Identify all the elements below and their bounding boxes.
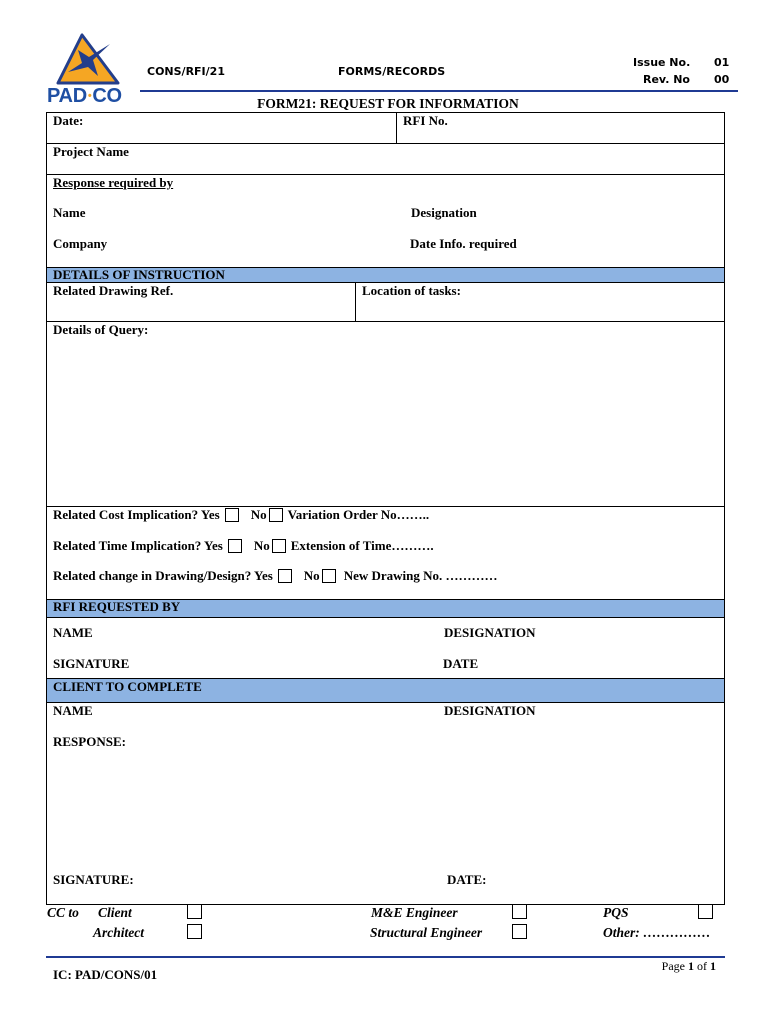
cc-me-engineer-label: M&E Engineer	[371, 905, 458, 920]
requested-by-name-label: NAME	[53, 625, 93, 640]
doc-code: CONS/RFI/21	[147, 65, 225, 78]
issue-label: Issue No.	[633, 56, 691, 69]
requested-by-designation-label: DESIGNATION	[444, 625, 536, 640]
client-designation-label: DESIGNATION	[444, 703, 536, 718]
client-date-label: DATE:	[447, 872, 487, 887]
cc-architect-checkbox[interactable]	[187, 924, 202, 939]
cc-client-label: Client	[98, 905, 132, 920]
cc-me-engineer-checkbox[interactable]	[512, 904, 527, 919]
time-implication-question: Related Time Implication? Yes	[53, 538, 223, 553]
time-implication-line	[53, 538, 434, 553]
form-title: FORM21: REQUEST FOR INFORMATION	[257, 96, 519, 111]
response-company-label: Company	[53, 236, 108, 251]
requested-by-date-label: DATE	[443, 656, 479, 671]
page-of-label: of	[697, 959, 707, 973]
rfi-no-label: RFI No.	[403, 113, 448, 128]
logo-wordmark-dot: •	[87, 90, 92, 102]
page-indicator	[662, 959, 716, 973]
response-date-info-label: Date Info. required	[410, 236, 517, 251]
table-row-divider	[46, 702, 725, 703]
section-heading-requested-by: RFI REQUESTED BY	[53, 599, 181, 614]
client-signature-label: SIGNATURE:	[53, 872, 134, 887]
footer-doc-ref: IC: PAD/CONS/01	[53, 967, 158, 982]
table-column-divider	[396, 112, 397, 143]
query-label: Details of Query:	[53, 322, 149, 337]
cc-pqs-checkbox[interactable]	[698, 904, 713, 919]
logo-wordmark-right: CO	[92, 85, 122, 107]
cc-structural-engineer-label: Structural Engineer	[370, 925, 483, 940]
cost-implication-question: Related Cost Implication? Yes	[53, 507, 220, 522]
client-name-label: NAME	[53, 703, 93, 718]
cc-architect-label: Architect	[93, 925, 144, 940]
table-row-divider	[46, 617, 725, 618]
cc-label: CC to	[47, 905, 79, 920]
drawing-change-line	[53, 568, 498, 583]
table-row-divider	[46, 143, 725, 144]
footer-rule	[46, 956, 725, 958]
drawing-ref-label: Related Drawing Ref.	[53, 283, 174, 298]
drawing-change-question: Related change in Drawing/Design? Yes	[53, 568, 273, 583]
doc-category: FORMS/RECORDS	[338, 65, 446, 78]
cc-other-label: Other: ……………	[603, 925, 711, 940]
variation-order-label: Variation Order No……..	[287, 507, 430, 522]
time-no-checkbox[interactable]	[272, 539, 286, 553]
logo-wordmark-left: PAD	[47, 85, 87, 107]
client-response-label: RESPONSE:	[53, 734, 126, 749]
section-heading-instruction: DETAILS OF INSTRUCTION	[53, 267, 225, 282]
cost-implication-line	[53, 507, 429, 522]
rev-label: Rev. No	[643, 73, 690, 86]
page-current: 1	[688, 959, 694, 973]
date-label: Date:	[53, 113, 84, 128]
issue-value: 01	[714, 56, 730, 69]
header-rule	[140, 90, 738, 92]
cc-structural-engineer-checkbox[interactable]	[512, 924, 527, 939]
response-name-label: Name	[53, 205, 86, 220]
new-drawing-no-label: New Drawing No. …………	[343, 568, 498, 583]
cc-pqs-label: PQS	[603, 905, 629, 920]
page-total: 1	[710, 959, 716, 973]
cc-client-checkbox[interactable]	[187, 904, 202, 919]
drawing-no-checkbox[interactable]	[322, 569, 336, 583]
requested-by-signature-label: SIGNATURE	[53, 656, 130, 671]
cost-no-checkbox[interactable]	[269, 508, 283, 522]
company-logo-icon	[50, 30, 124, 88]
rev-value: 00	[714, 73, 730, 86]
drawing-yes-checkbox[interactable]	[278, 569, 292, 583]
page-label: Page	[661, 959, 685, 973]
section-heading-client: CLIENT TO COMPLETE	[53, 679, 202, 694]
time-no-label: No	[253, 538, 270, 553]
time-yes-checkbox[interactable]	[228, 539, 242, 553]
cost-no-label: No	[250, 507, 267, 522]
drawing-no-label: No	[303, 568, 320, 583]
project-name-label: Project Name	[53, 144, 129, 159]
extension-of-time-label: Extension of Time……….	[290, 538, 434, 553]
logo-wordmark	[47, 85, 122, 107]
table-column-divider	[355, 282, 356, 321]
cost-yes-checkbox[interactable]	[225, 508, 239, 522]
response-required-heading: Response required by	[53, 175, 174, 190]
response-designation-label: Designation	[411, 205, 477, 220]
location-label: Location of tasks:	[362, 283, 461, 298]
